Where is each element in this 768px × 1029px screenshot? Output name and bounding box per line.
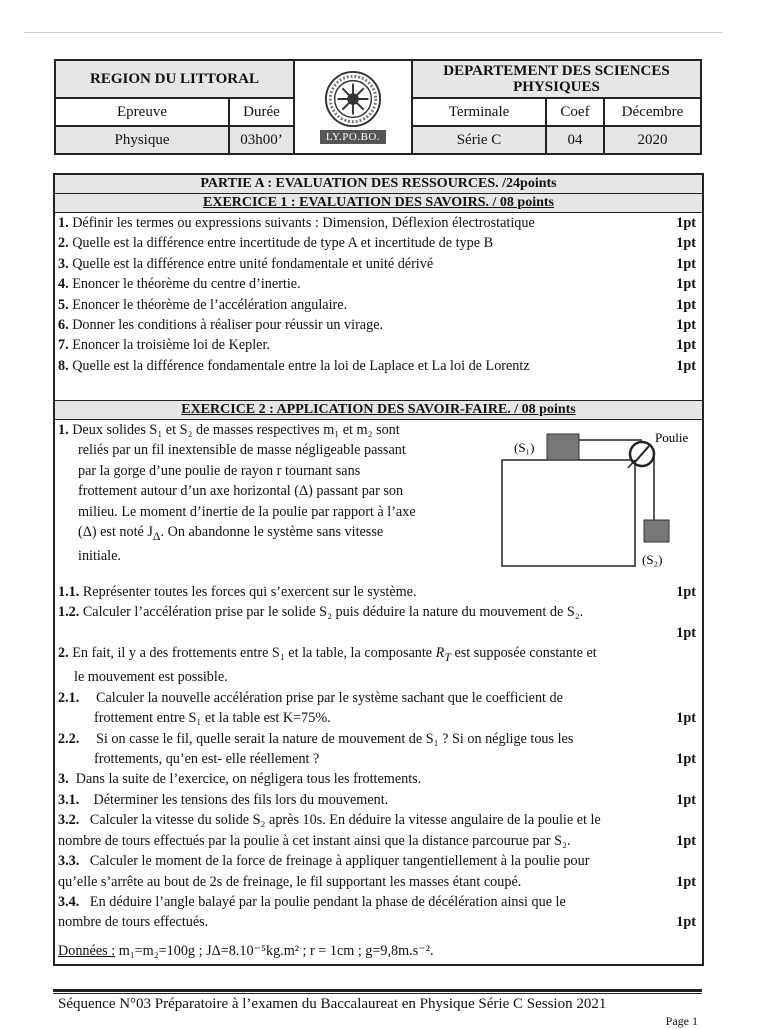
q-3-4: 3.4. En déduire l’angle balayé par la poulie pendant la phase de décélération ainsi que le	[58, 893, 566, 910]
q-2: 2. En fait, il y a des frottements entre S₁ et la table, la composante $R_T$ est supposée constante et	[58, 645, 597, 665]
ex1-title: EXERCICE 1 : EVALUATION DES SAVOIRS. / 08 points	[55, 194, 702, 213]
ex2-intro-text: 1. Deux solides S₁ et S₂ de masses respectives m₁ et m₂ sont reliés par un fil inextensible de masse négligeable passant par la gorge d’une poulie de rayon r tournant sans frottement autour d’un axe horizontal (Δ) passant par son milieu. Le moment d’inertie de la poulie par rapport à l’axe (Δ) est noté $J_\Delta$. On abandonne le système sans vitesse initiale.	[58, 422, 416, 565]
serie-value: Série C	[412, 126, 546, 154]
footer-rule-thin	[53, 993, 702, 994]
ex1-question: 7. Enoncer la troisième loi de Kepler. 1pt	[58, 337, 696, 354]
coef-label: Coef	[546, 98, 604, 126]
solid-s2	[644, 520, 669, 542]
page-number: Page 1	[665, 1014, 698, 1028]
ex2-title: EXERCICE 2 : APPLICATION DES SAVOIR-FAIRE. / 08 points	[55, 400, 702, 420]
q-3: 3. Dans la suite de l’exercice, on négligera tous les frottements.	[58, 771, 422, 788]
solid-s1	[547, 434, 579, 460]
region-cell: REGION DU LITTORAL	[55, 60, 294, 98]
q-1-1: 1.1. Représenter toutes les forces qui s’exercent sur le système. 1pt	[58, 584, 696, 600]
duration-value: 03h00’	[229, 126, 294, 154]
footer-text: Séquence N°03 Préparatoire à l’examen du Baccalaureat en Physique Série C Session 2021	[58, 996, 607, 1012]
q-3-3: 3.3. Calculer le moment de la force de freinage à appliquer tangentiellement à la poulie pour	[58, 853, 590, 870]
school-logo-label: LY.PO.BO.	[320, 130, 386, 144]
ex1-question: 2. Quelle est la différence entre incertitude de type A et incertitude de type B 1pt	[58, 235, 696, 252]
epreuve-label: Epreuve	[55, 98, 229, 126]
ex1-question: 8. Quelle est la différence fondamentale entre la loi de Laplace et La loi de Lorentz 1pt	[58, 357, 696, 374]
top-rule	[24, 32, 722, 33]
coef-value: 04	[546, 126, 604, 154]
school-seal-icon	[324, 70, 382, 128]
ex2-intro	[58, 420, 696, 574]
pulley-diagram	[500, 426, 690, 574]
footer-rule	[53, 989, 702, 992]
label-pulley: Poulie	[655, 430, 689, 445]
donnees: Données : m₁=m₂=100g ; JΔ=8.10⁻⁵kg.m² ; r = 1cm ; g=9,8m.s⁻².	[58, 942, 434, 959]
ex1-question: 4. Enoncer le théorème du centre d’inertie. 1pt	[58, 276, 696, 293]
terminale-label: Terminale	[412, 98, 546, 126]
duree-label: Durée	[229, 98, 294, 126]
ex1-question: 1. Définir les termes ou expressions suivants : Dimension, Déflexion électrostatique 1pt	[58, 215, 696, 231]
ex2-content: 1. Deux solides S₁ et S₂ de masses respectives m₁ et m₂ sont reliés par un fil inextensible de masse négligeable passant par la gorge d’une poulie de rayon r tournant sans frottement autour d’un axe horizontal (Δ) passant par son milieu. Le moment d’inertie de la poulie par rapport à l’axe (Δ) est noté $J_\Delta$. On abandonne le système sans vitesse initiale. (S₁) Poulie (S₂) 1.1. Représenter toutes les forces qui s’exercent sur le système. 1pt 1.2. Calculer l’accélération prise par le solide S₂ puis déduire la nature du mouvement de S₂. 1pt 2. En fait, il y a des frottements entre S₁ et la table, la composante $R_T$ est supposée constante et le mouvement est possible. 2.1. Calculer la nouvelle accélération prise par le système sachant que le coefficient de frottement entre S₁ et la table est K=75%. 1pt 2.2. Si on casse le fil, quelle serait la nature de mouvement de S₁ ? Si on néglige tous les frottements, qu’en est- elle réellement ? 1pt 3. Dans la suite de l’exercice, on négligera tous les frottements. 3.1. Déterminer les tensions des fils lors du mouvement. 1pt 3.2. Calculer la vitesse du solide S₂ après 10s. En déduire la vitesse angulaire de la poulie et le nombre de tours effectués par la poulie à cet instant ainsi que la distance parcourue par S₂. 1pt 3.3. Calculer le moment de la force de freinage à appliquer tangentiellement à la poulie pour qu’elle s’arrête au bout de 2s de freinage, le fil supportant les masses étant coupé. 1pt 3.4. En déduire l’angle balayé par la poulie pendant la phase de décélération ainsi que le nombre de tours effectués. 1pt Données : m₁=m₂=100g ; JΔ=8.10⁻⁵kg.m² ; r = 1cm ; g=9,8m.s⁻².	[55, 420, 702, 961]
ex1-question: 5. Enoncer le théorème de l’accélération angulaire. 1pt	[58, 296, 696, 313]
exam-header-table	[54, 59, 702, 155]
ex1-question: 6. Donner les conditions à réaliser pour réussir un virage. 1pt	[58, 317, 696, 334]
subject-value: Physique	[55, 126, 229, 154]
year-value: 2020	[604, 126, 701, 154]
ex1-questions	[55, 213, 702, 400]
partA-title: PARTIE A : EVALUATION DES RESSOURCES. /24points	[55, 175, 702, 194]
department-cell: DEPARTEMENT DES SCIENCES PHYSIQUES	[412, 60, 701, 98]
q-3-2: 3.2. Calculer la vitesse du solide S₂ après 10s. En déduire la vitesse angulaire de la poulie et le	[58, 812, 601, 829]
q-2-2: 2.2. Si on casse le fil, quelle serait la nature de mouvement de S₁ ? Si on néglige tous les	[58, 730, 574, 747]
label-s1: (S₁)	[514, 440, 535, 455]
exam-content-box	[53, 173, 704, 966]
school-logo-cell	[294, 60, 412, 154]
month-label: Décembre	[604, 98, 701, 126]
q-1-2: 1.2. Calculer l’accélération prise par le solide S₂ puis déduire la nature du mouvement de S₂.	[58, 604, 584, 621]
ex1-question: 3. Quelle est la différence entre unité fondamentale et unité dérivé 1pt	[58, 255, 696, 272]
label-s2: (S₂)	[642, 552, 663, 567]
q-1-2-points: 1pt	[676, 624, 696, 641]
q-3-1: 3.1. Déterminer les tensions des fils lors du mouvement. 1pt	[58, 791, 696, 808]
table-outline	[502, 460, 635, 566]
q-2-1: 2.1. Calculer la nouvelle accélération prise par le système sachant que le coefficient de	[58, 689, 563, 706]
